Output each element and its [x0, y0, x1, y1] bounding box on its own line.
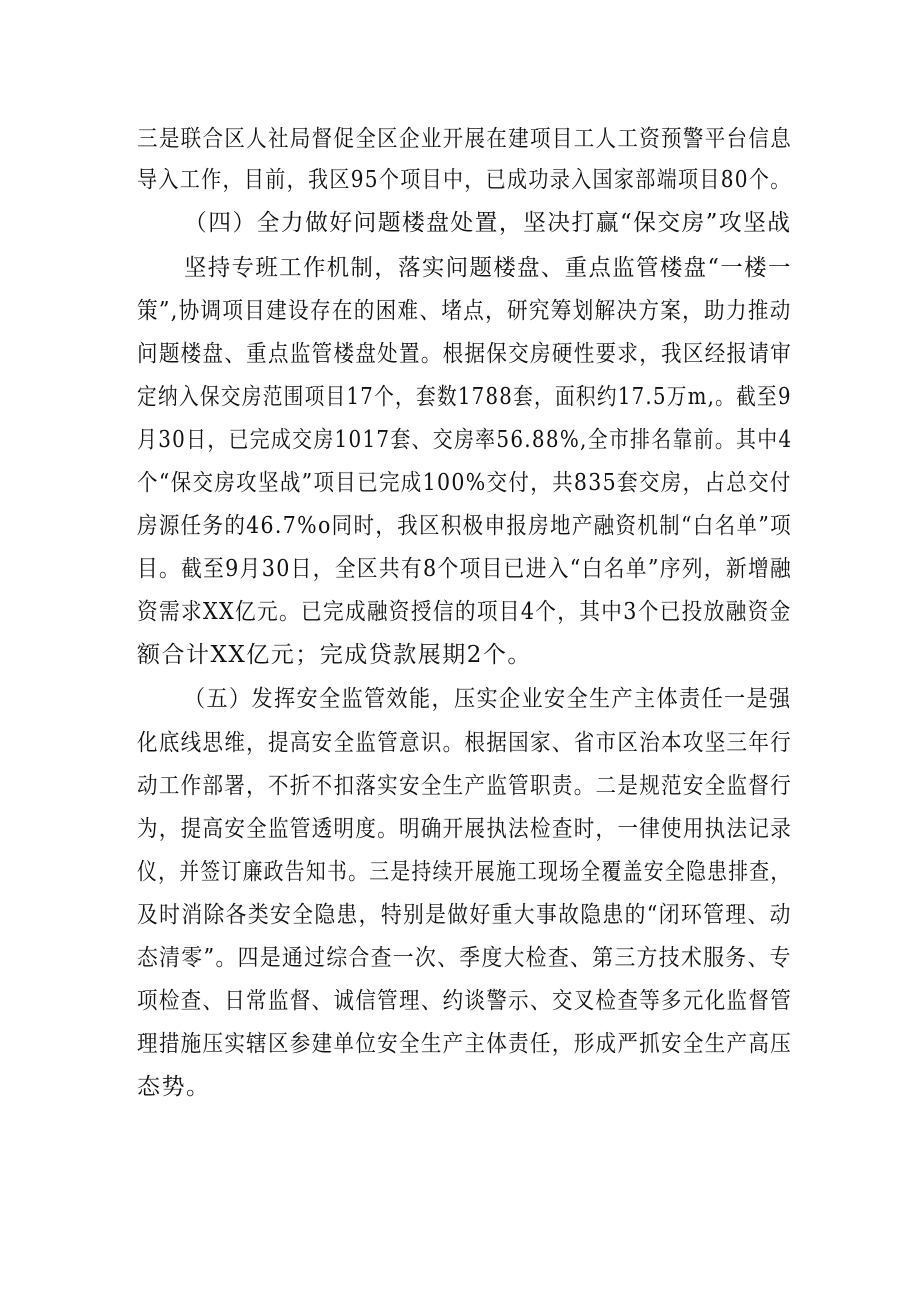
text-line: 目。截至9月30日，全区共有8个项目已进入“白名单”序列，新增融	[137, 556, 793, 582]
text-line: 坚持专班工作机制，落实问题楼盘、重点监管楼盘“一楼一	[184, 255, 792, 281]
text-line: 三是联合区人社局督促全区企业开展在建项目工人工资预警平台信息	[137, 126, 793, 152]
text-line: 项检查、日常监督、诚信管理、约谈警示、交叉检查等多元化监督管	[137, 988, 793, 1014]
text-line: 仪，并签订廉政告知书。三是持续开展施工现场全覆盖安全隐患排查，	[137, 859, 792, 885]
text-line: 额合计XX亿元；完成贷款展期2个。	[137, 642, 532, 668]
text-line: 为，提高安全监管透明度。明确开展执法检查时，一律使用执法记录	[137, 816, 793, 842]
text-line: 问题楼盘、重点监管楼盘处置。根据保交房硬性要求，我区经报请审	[137, 341, 793, 367]
text-line: 定纳入保交房范围项目17个，套数1788套，面积约17.5万m,。截至9	[137, 384, 792, 410]
text-line: 房源任务的46.7%o同时，我区积极申报房地产融资机制“白名单”项	[137, 513, 792, 539]
section-heading: （四）全力做好问题楼盘处置，坚决打赢“保交房”攻坚战	[184, 210, 792, 236]
text-line: 月30日，已完成交房1017套、交房率56.88%,全市排名靠前。其中4	[137, 427, 793, 453]
text-line: （五）发挥安全监管效能，压实企业安全生产主体责任一是强	[184, 686, 792, 712]
text-line: 动工作部署，不折不扣落实安全生产监管职责。二是规范安全监督行	[137, 773, 793, 799]
text-line: 理措施压实辖区参建单位安全生产主体责任，形成严抓安全生产高压	[137, 1031, 793, 1057]
text-line: 态清零”。四是通过综合查一次、季度大检查、第三方技术服务、专	[137, 945, 792, 971]
text-line: 态势。	[137, 1074, 211, 1100]
text-line: 资需求XX亿元。已完成融资授信的项目4个，其中3个已投放融资金	[137, 599, 792, 625]
text-line: 个“保交房攻坚战”项目已完成100%交付，共835套交房，占总交付	[137, 470, 792, 496]
text-line: 及时消除各类安全隐患，特别是做好重大事故隐患的“闭环管理、动	[137, 902, 792, 928]
text-line: 策”,协调项目建设存在的困难、堵点，研究筹划解决方案，助力推动	[137, 298, 792, 324]
text-line: 导入工作，目前，我区95个项目中，已成功录入国家部端项目80个。	[137, 167, 792, 193]
text-line: 化底线思维，提高安全监管意识。根据国家、省市区治本攻坚三年行	[137, 730, 793, 756]
